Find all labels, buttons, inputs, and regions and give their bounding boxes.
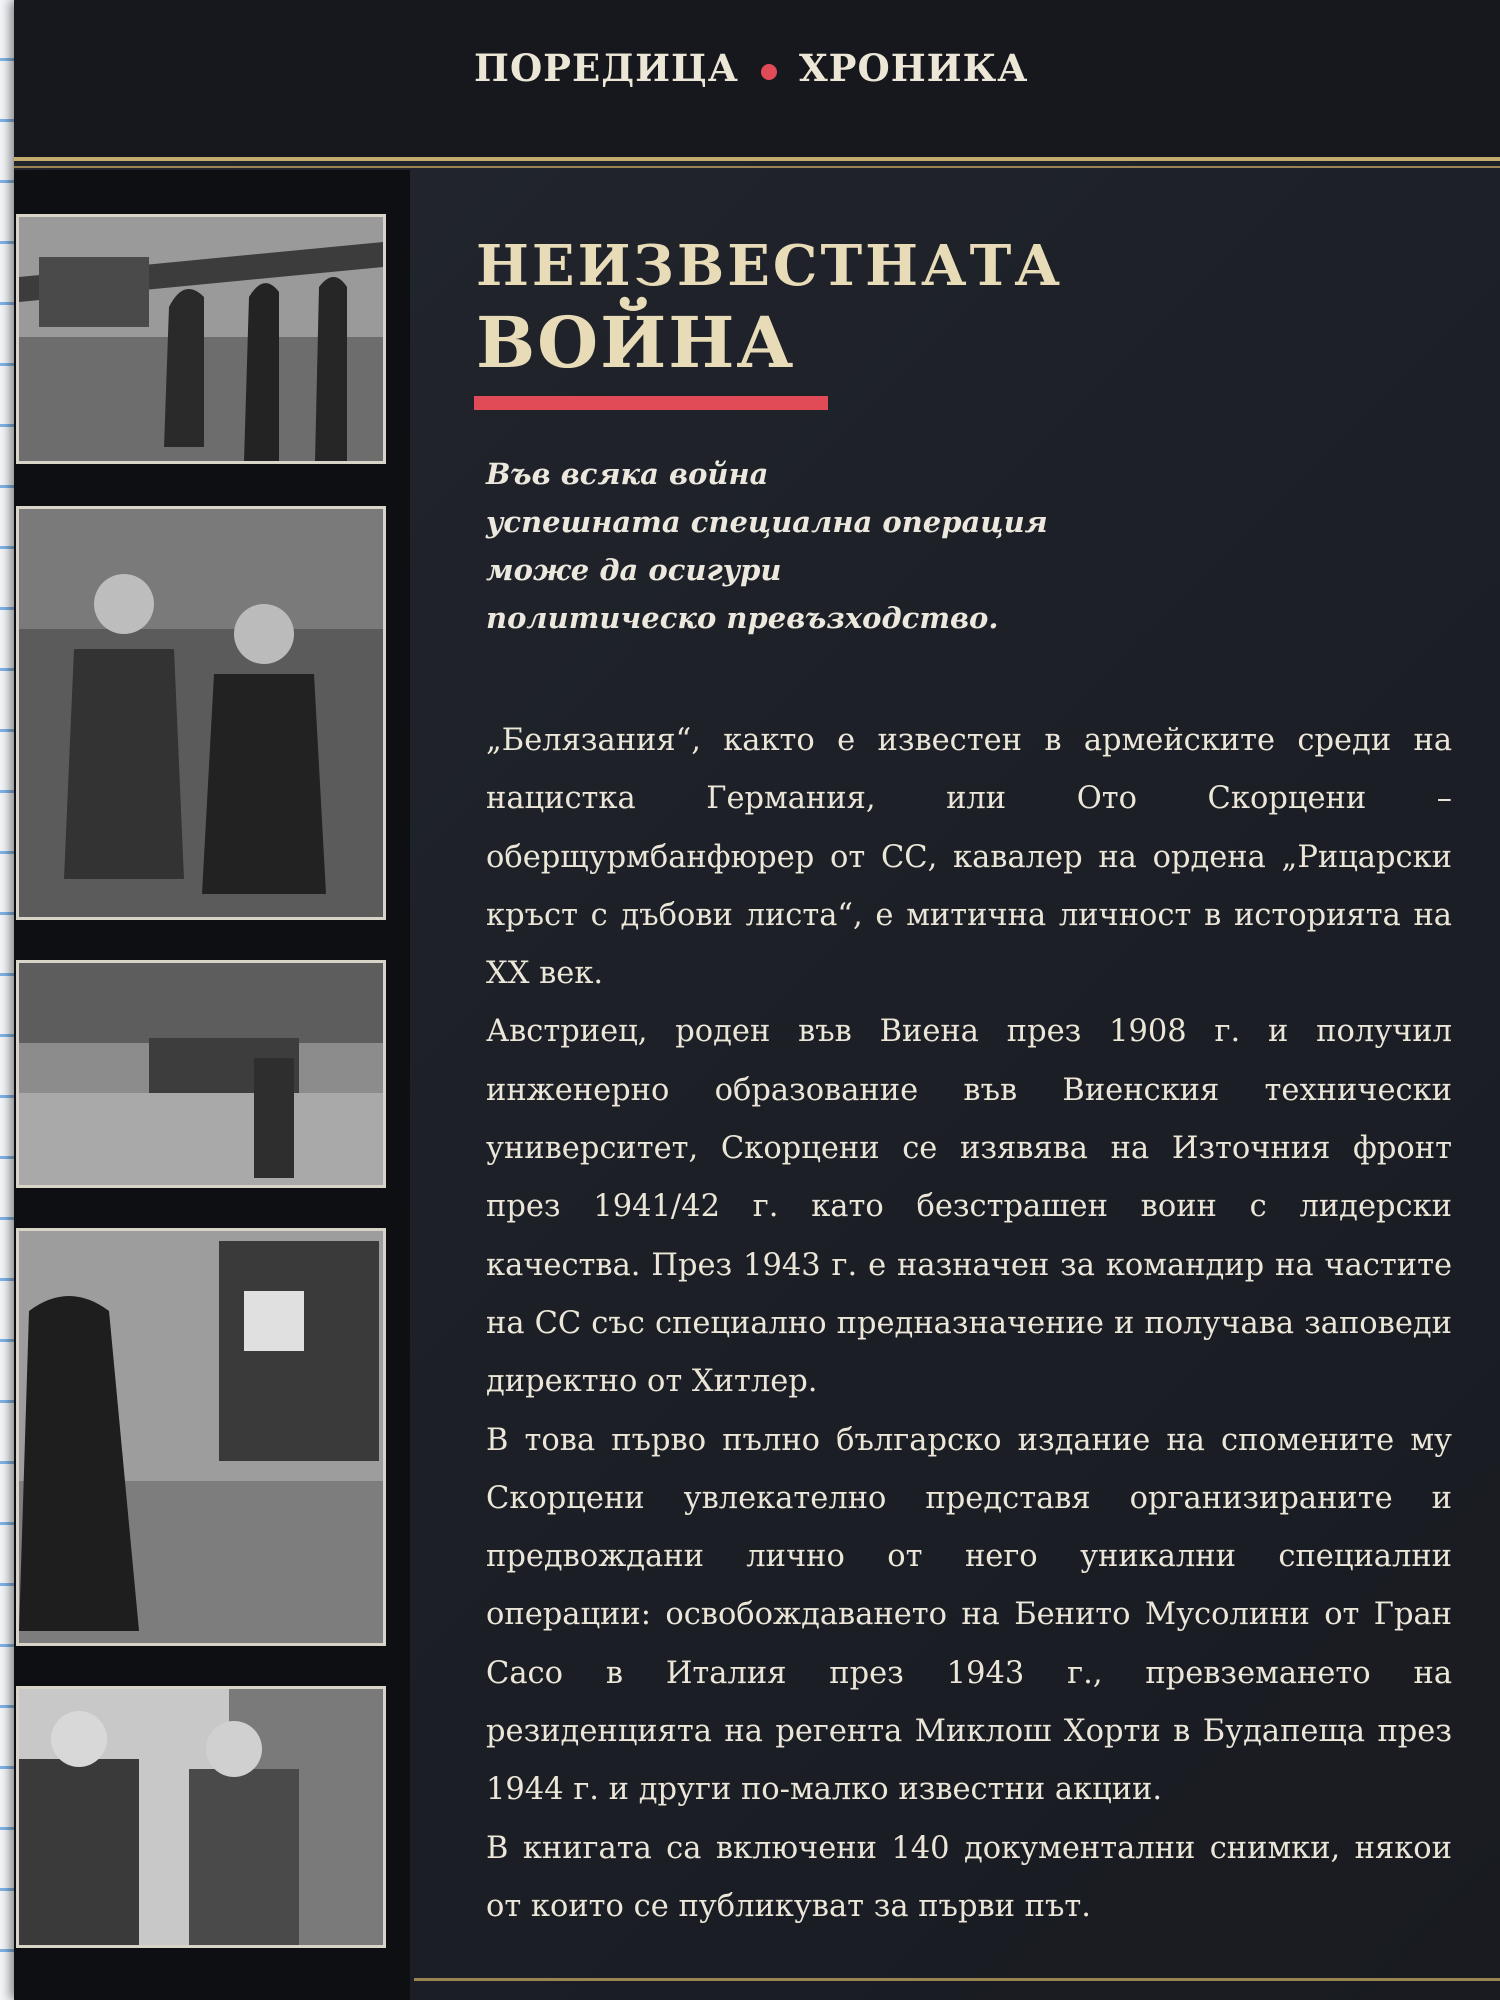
bottom-divider bbox=[414, 1978, 1500, 1981]
photo-handshake bbox=[16, 1686, 386, 1948]
book-title bbox=[476, 232, 1063, 384]
gold-divider bbox=[14, 157, 1500, 161]
photo-plane-soldiers bbox=[16, 214, 386, 464]
tagline-line: успешната специална операция bbox=[486, 505, 1048, 539]
tagline bbox=[486, 450, 1086, 642]
series-banner bbox=[14, 0, 1500, 160]
tagline-line: политическо превъзходство. bbox=[486, 601, 999, 635]
blurb-paragraph: „Белязания“, както е известен в армейските среди на нацистка Германия, или Ото Скорцени – оберщурмбанфюрер от СС, кавалер на ордена „Рицарски кръст с дъбови листа“, е митична личност в историята на ХХ век. bbox=[486, 723, 1452, 992]
tagline-line: Във всяка война bbox=[486, 457, 769, 491]
gold-divider-thin bbox=[14, 166, 1500, 168]
book-title-line2: ВОЙНА bbox=[476, 300, 796, 384]
tagline-line: може да осигури bbox=[486, 553, 782, 587]
series-subname: ХРОНИКА bbox=[798, 46, 1029, 90]
book-back-cover bbox=[14, 0, 1500, 2000]
book-title-line1: НЕИЗВЕСТНАТА bbox=[476, 232, 1063, 299]
photo-two-officers bbox=[16, 506, 386, 920]
blurb bbox=[486, 712, 1452, 1936]
photo-tanks-street bbox=[16, 960, 386, 1188]
blurb-paragraph: В книгата са включени 140 документални снимки, някои от които се публикуват за първи път. bbox=[486, 1830, 1452, 1924]
series-dot-icon bbox=[761, 64, 777, 80]
series-label bbox=[474, 46, 1028, 90]
photo-column bbox=[14, 170, 410, 2000]
blurb-paragraph: Австриец, роден във Виена през 1908 г. и получил инженерно образование във Виенския технически университет, Скорцени се изявява на Източния фронт през 1941/42 г. като безстрашен воин с лидерски качества. През 1943 г. е назначен за командир на частите на СС със специално предназначение и получава заповеди директно от Хитлер. bbox=[486, 1014, 1452, 1400]
series-name: ПОРЕДИЦА bbox=[474, 46, 739, 90]
photo-officer-aircraft bbox=[16, 1228, 386, 1646]
blurb-paragraph: В това първо пълно българско издание на спомените му Скорцени увлекателно представя организираните и предвождани лично от него уникални специални операции: освобождаването на Бенито Мусолини от Гран Сасо в Италия през 1943 г., превземането на резиденцията на регента Миклош Хорти в Будапеща през 1944 г. и други по-малко известни акции. bbox=[486, 1422, 1452, 1808]
title-underline bbox=[474, 396, 828, 410]
